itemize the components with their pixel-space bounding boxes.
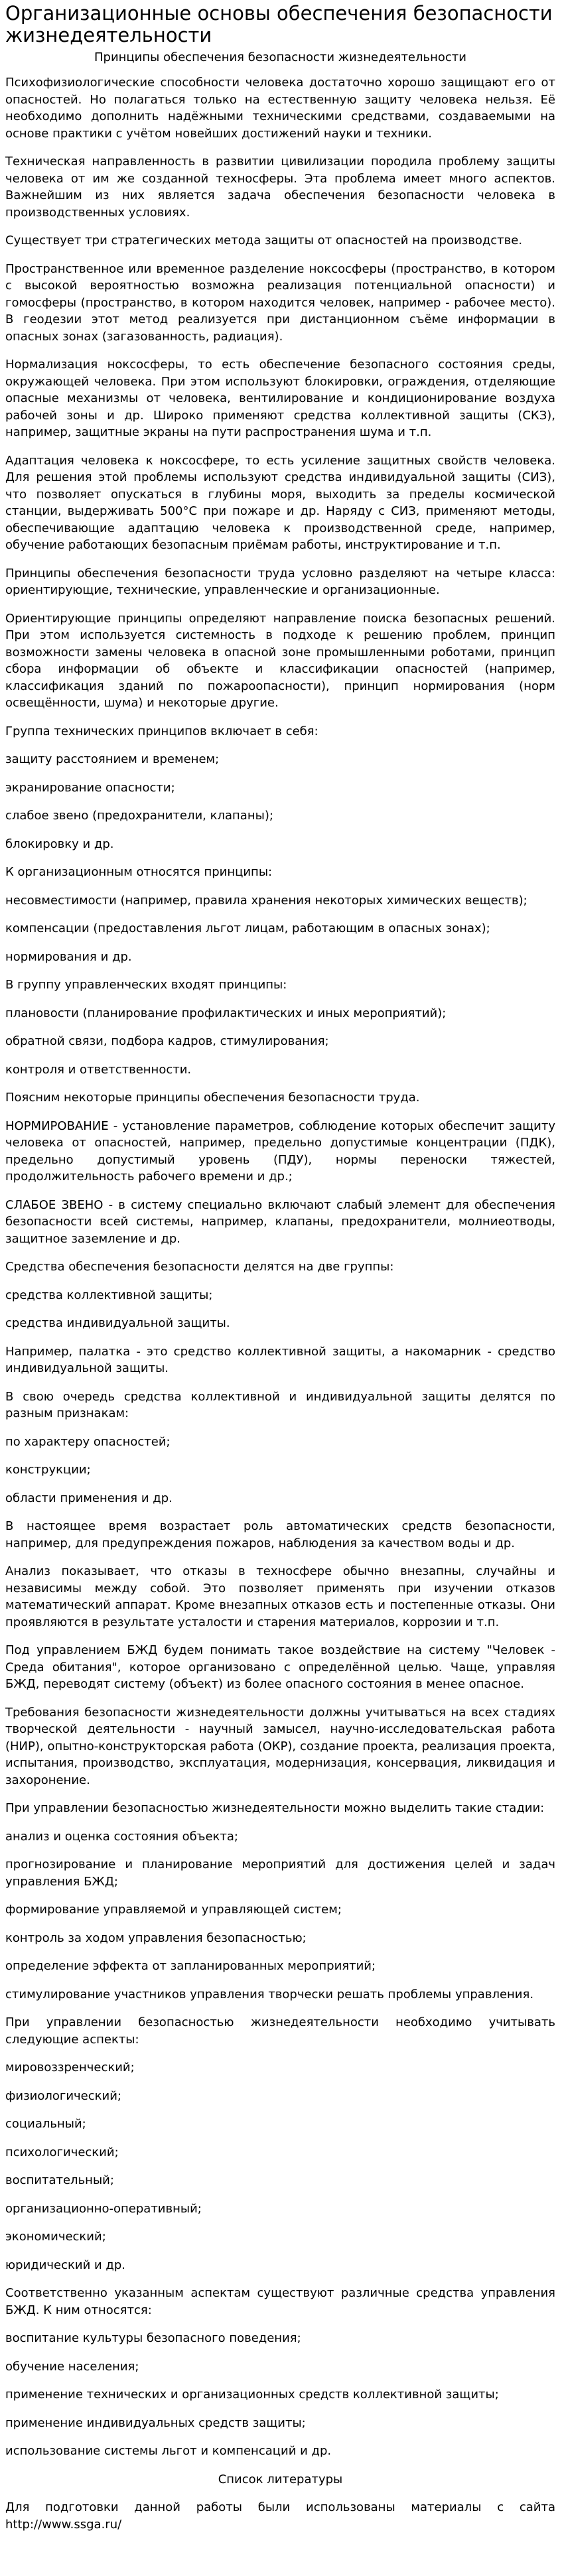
paragraph: Психофизиологические способности человека достаточно хорошо защищают его от опасностей. Но полагаться только на естественную защиту человека нельзя. Её необходимо дополнить надёжными техническими средствами, создаваемыми на основе практики с учётом новейших достижений науки и техники.	[5, 76, 555, 141]
paragraph: обучение населения;	[5, 2359, 139, 2374]
paragraph: экономический;	[5, 2230, 106, 2244]
paragraph: формирование управляемой и управляющей систем;	[5, 1903, 342, 1917]
paragraph: организационно-оперативный;	[5, 2201, 202, 2216]
paragraph: Анализ показывает, что отказы в техносфере обычно внезапны, случайны и независимы между собой. Это позволяет применять при изучении отказов математический аппарат. Кроме внезапных отказов есть и постепенные отказы. Они проявляются в результате усталости и старения материалов, коррозии и т.п.	[5, 1564, 555, 1629]
paragraph: по характеру опасностей;	[5, 1434, 171, 1449]
paragraph: Соответственно указанным аспектам существуют различные средства управления БЖД. К ним относятся:	[5, 2286, 555, 2317]
paragraph: плановости (планирование профилактических и иных мероприятий);	[5, 1006, 447, 1020]
paragraph: В свою очередь средства коллективной и индивидуальной защиты делятся по разным признакам:	[5, 1389, 555, 1420]
paragraph: применение индивидуальных средств защиты;	[5, 2415, 306, 2430]
paragraph: В настоящее время возрастает роль автоматических средств безопасности, например, для предупреждения пожаров, наблюдения за качеством воды и др.	[5, 1519, 555, 1550]
paragraph: юридический и др.	[5, 2258, 126, 2272]
paragraph: контроля и ответственности.	[5, 1062, 192, 1077]
paragraph: контроль за ходом управления безопасностью;	[5, 1931, 307, 1945]
paragraph: физиологический;	[5, 2088, 121, 2103]
paragraph: воспитание культуры безопасного поведения;	[5, 2331, 301, 2345]
paragraph: Нормализация ноксосферы, то есть обеспечение безопасного состояния среды, окружающей человека. При этом используют блокировки, ограждения, отделяющие опасные механизмы от человека, вентилирование и кондиционирование воздуха рабочей зоны и др. Широко применяют средства коллективной защиты (СКЗ), например, защитные экраны на пути распространения шума и т.п.	[5, 358, 555, 439]
paragraph: несовместимости (например, правила хранения некоторых химических веществ);	[5, 893, 527, 908]
paragraph: Например, палатка - это средство коллективной защиты, а накомарник - средство индивидуальной защиты.	[5, 1344, 555, 1375]
paragraph: Группа технических принципов включает в себя:	[5, 724, 318, 738]
paragraph: При управлении безопасностью жизнедеятельности можно выделить такие стадии:	[5, 1801, 545, 1815]
paragraph: блокировку и др.	[5, 837, 114, 851]
paragraph: Техническая направленность в развитии цивилизации породила проблему защиты человека от им же созданной техносферы. Эта проблема имеет много аспектов. Важнейшим из них является задача обеспечения безопасности человека в производственных условиях.	[5, 155, 555, 220]
paragraph: СЛАБОЕ ЗВЕНО - в систему специально включают слабый элемент для обеспечения безопасности всей системы, например, клапаны, предохранители, молниеотводы, защитное заземление и др.	[5, 1197, 555, 1246]
paragraph: конструкции;	[5, 1463, 91, 1477]
paragraph: Адаптация человека к ноксосфере, то есть усиление защитных свойств человека. Для решения этой проблемы используют средства индивидуальной защиты (СИЗ), что позволяет опускаться в глубины моря, выходить за пределы космической станции, выдерживать 500°С при пожаре и др. Наряду с СИЗ, применяют методы, обеспечивающие адаптацию человека к производственной среде, например, обучение работающих безопасным приёмам работы, инструктирование и т.п.	[5, 453, 555, 552]
page-title: Организационные основы обеспечения безопасности жизнедеятельности	[5, 2, 553, 46]
paragraph: Ориентирующие принципы определяют направление поиска безопасных решений. При этом используется системность в подходе к решению проблем, принцип возможности замены человека в опасной зоне промышленными роботами, принцип сбора информации об объекте и классификации опасностей (например, классификация зданий по пожароопасности), принцип нормирования (норм освещённости, шума) и некоторые другие.	[5, 611, 555, 710]
paragraph: НОРМИРОВАНИЕ - установление параметров, соблюдение которых обеспечит защиту человека от опасностей, например, предельно допустимые концентрации (ПДК), предельно допустимый уровень (ПДУ), нормы переноски тяжестей, продолжительность рабочего времени и др.;	[5, 1119, 555, 1184]
paragraph: анализ и оценка состояния объекта;	[5, 1829, 238, 1844]
paragraph: стимулирование участников управления творчески решать проблемы управления.	[5, 1987, 534, 2001]
paragraph: мировоззренческий;	[5, 2061, 135, 2074]
paragraph: обратной связи, подбора кадров, стимулирования;	[5, 1034, 329, 1048]
paragraph: средства коллективной защиты;	[5, 1288, 213, 1302]
paragraph: Принципы обеспечения безопасности труда условно разделяют на четыре класса: ориентирующие, технические, управленческие и организационные.	[5, 566, 555, 597]
paragraph: использование системы льгот и компенсаций и др.	[5, 2444, 332, 2458]
paragraph: компенсации (предоставления льгот лицам, работающим в опасных зонах);	[5, 921, 490, 935]
paragraph: средства индивидуальной защиты.	[5, 1316, 230, 1330]
paragraph: прогнозирование и планирование мероприятий для достижения целей и задач управления БЖД;	[5, 1858, 555, 1889]
paragraph: нормирования и др.	[5, 949, 132, 964]
section-heading: Список литературы	[218, 2472, 343, 2486]
paragraph: В группу управленческих входят принципы:	[5, 978, 287, 992]
paragraph: экранирование опасности;	[5, 780, 175, 795]
paragraph: Поясним некоторые принципы обеспечения безопасности труда.	[5, 1091, 420, 1105]
paragraph: Требования безопасности жизнедеятельности должны учитываться на всех стадиях творческой деятельности - научный замысел, научно-исследовательская работа (НИР), опытно-конструкторская работа (ОКР), создание проекта, реализация проекта, испытания, производство, эксплуатация, модернизация, консервация, ликвидация и захоронение.	[5, 1705, 555, 1787]
paragraph: психологический;	[5, 2145, 119, 2159]
paragraph: Пространственное или временное разделение ноксосферы (пространство, в котором с высокой вероятностью возможна реализация потенциальной опасности) и гомосферы (пространство, в котором находится человек, например - рабочее место). В геодезии этот метод реализуется при дистанционном съёме информации в опасных зонах (загазованность, радиация).	[5, 261, 555, 344]
paragraph: Средства обеспечения безопасности делятся на две группы:	[5, 1260, 394, 1274]
paragraph: Существует три стратегических метода защиты от опасностей на производстве.	[5, 234, 523, 247]
bibliography-note: Для подготовки данной работы были использованы материалы с сайта http://www.ssga.ru/	[5, 2500, 555, 2532]
paragraph: защиту расстоянием и временем;	[5, 752, 220, 766]
paragraph: социальный;	[5, 2117, 86, 2131]
paragraph: Под управлением БЖД будем понимать такое воздействие на систему "Человек - Среда обитания", которое организовано с определённой целью. Чаще, управляя БЖД, переводят систему (объект) из более опасного состояния в менее опасное.	[5, 1643, 555, 1691]
section-subtitle: Принципы обеспечения безопасности жизнедеятельности	[94, 50, 466, 64]
paragraph: При управлении безопасностью жизнедеятельности необходимо учитывать следующие аспекты:	[5, 2015, 555, 2047]
paragraph: К организационным относятся принципы:	[5, 865, 273, 879]
paragraph: слабое звено (предохранители, клапаны);	[5, 809, 273, 823]
paragraph: области применения и др.	[5, 1491, 173, 1505]
article-body	[5, 74, 555, 2533]
paragraph: определение эффекта от запланированных мероприятий;	[5, 1959, 376, 1973]
paragraph: применение технических и организационных средств коллективной защиты;	[5, 2388, 499, 2402]
paragraph: воспитательный;	[5, 2173, 114, 2187]
